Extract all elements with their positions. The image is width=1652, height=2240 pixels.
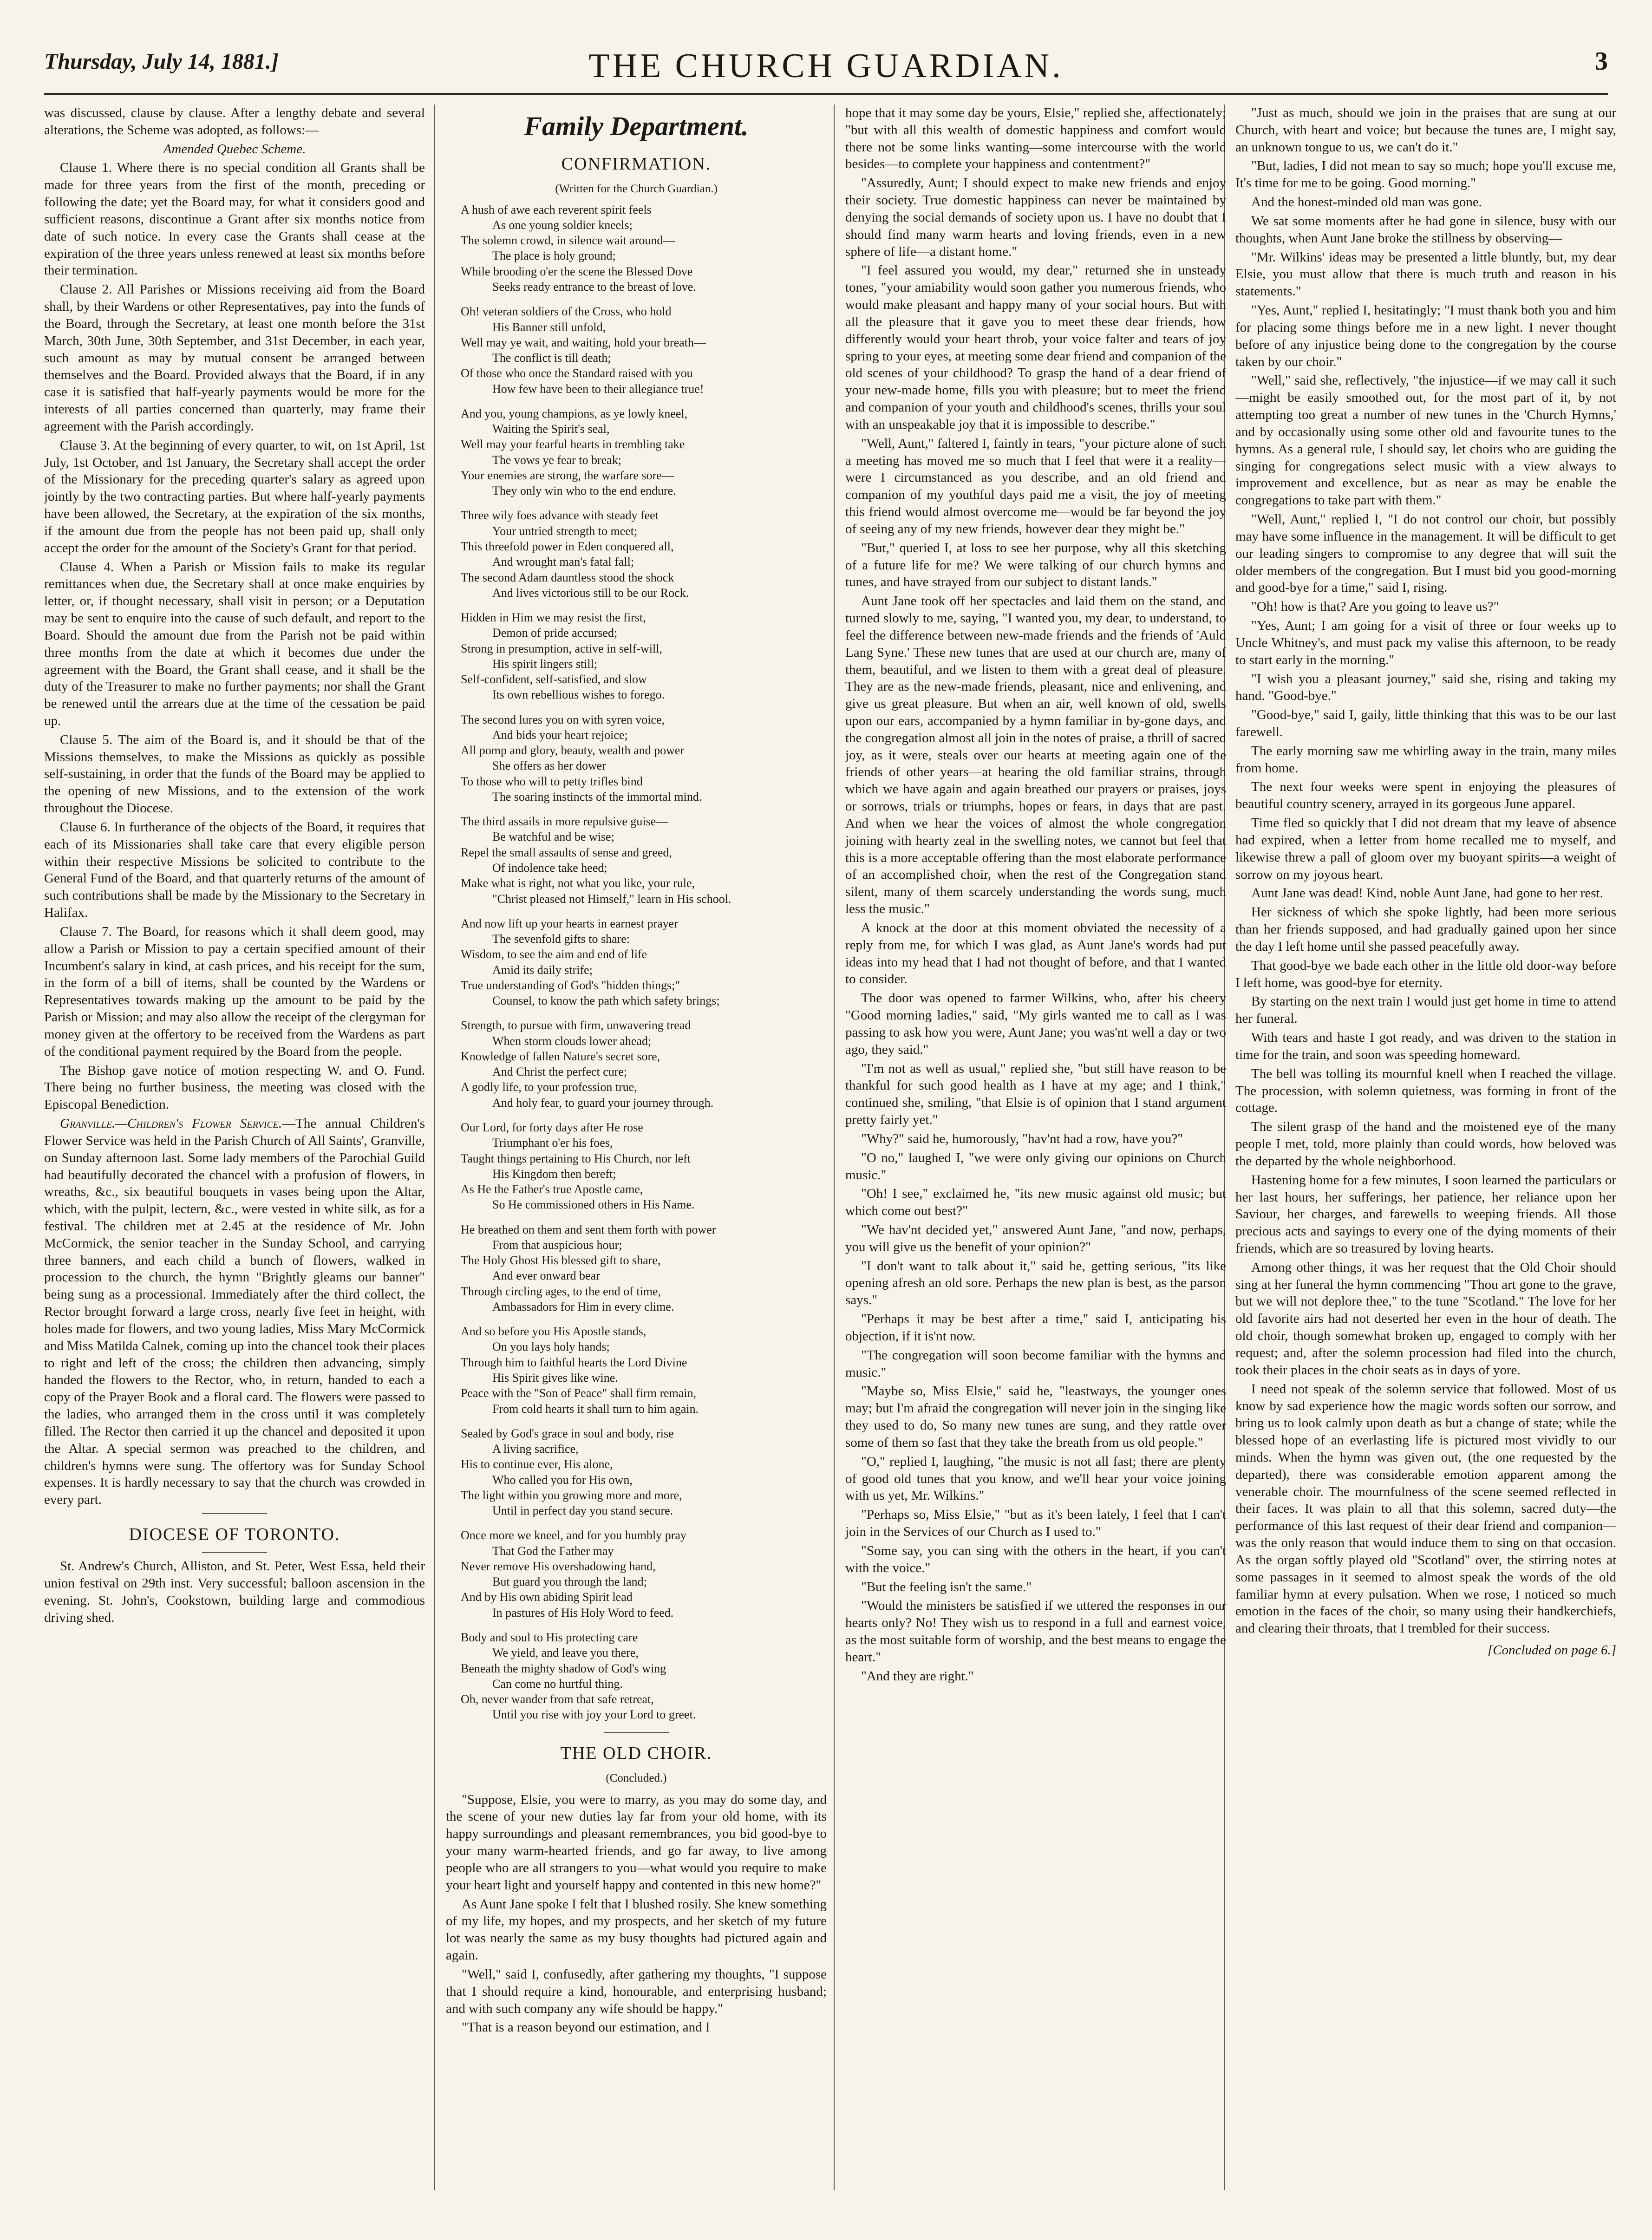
paragraph: With tears and haste I got ready, and was driven to the station in time for the train, and soon was speeding homeward. (1235, 1030, 1616, 1062)
section-rule (604, 1732, 669, 1733)
paragraph: "That is a reason beyond our estimation, and I (462, 2020, 710, 2035)
poem-line: And bids your heart rejoice; (492, 728, 628, 742)
poem-line: As one young soldier kneels; (492, 218, 633, 232)
poem-line: Self-confident, self-satisfied, and slow (461, 673, 647, 686)
poem-stanza (446, 712, 827, 805)
paragraph: The Bishop gave notice of motion respecting W. and O. Fund. There being no further business, the meeting was closed with the Episcopal Benediction. (44, 1063, 425, 1112)
poem-line: Through circling ages, to the end of time, (461, 1284, 661, 1298)
poem-line: Make what is right, not what you like, your rule, (461, 876, 695, 890)
poem-line: Triumphant o'er his foes, (492, 1136, 613, 1150)
paragraph: "I'm not as well as usual," replied she, "but still have reason to be thankful for such good health as I have at my age; and I think," continued she, smiling, "that Elsie is of opinion that I stand argument pretty fairly yet." (845, 1061, 1226, 1128)
paragraph: "Yes, Aunt; I am going for a visit of three or four weeks up to Uncle Whitney's, and must pack my valise this afternoon, to be ready to start early in the morning." (1235, 618, 1616, 667)
paragraph: The bell was tolling its mournful knell when I reached the village. The procession, with solemn quietness, was forming in front of the cottage. (1235, 1066, 1616, 1116)
poem-line: So He commissioned others in His Name. (492, 1198, 695, 1212)
poem-stanza (446, 406, 827, 499)
paragraph: Aunt Jane took off her spectacles and laid them on the stand, and turned slowly to me, saying, "I wanted you, my dear, to understand, to feel the difference between new-made friends and the friends of 'Auld Lang Syne.' These new tunes that are used at our church are, many of them, beautiful, and we listen to them with a great deal of pleasure. They are as the new-made friends, pleasant, nice and enlivening, and give us great pleasure. But when an air, well known of old, swells upon our ears, accompanied by a hymn familiar in by-gone days, and the congregation almost all join in the notes of praise, a thrill of sacred joy, as it were, steals over our hearts at meeting again one of the friends of other years—at hearing the old familiar strains, through which we have again and again breathed our prayers or praises, joys or sorrows, trials or triumphs, hopes or fears, in days that are past. And when we hear the voices of almost the whole congregation joining with hearty zeal in the swelling notes, we cannot but feel that this is a more acceptable offering than the most elaborate performance of an accomplished choir, when the rest of the Congregation stand silent, many of them scarcely understanding the words sung, much less the music." (845, 594, 1226, 917)
paragraph: "But the feeling isn't the same." (861, 1579, 1032, 1594)
paragraph: "Well," said I, confusedly, after gathering my thoughts, "I suppose that I should require a kind, honourable, and enterprising husband; and with such company any wife should be happy." (446, 1966, 827, 2016)
poem-line: The solemn crowd, in silence wait around— (461, 234, 675, 248)
poem-line: Repel the small assaults of sense and greed, (461, 845, 672, 859)
story-subtitle: (Concluded.) (606, 1771, 667, 1784)
poem-line: Our Lord, for forty days after He rose (461, 1121, 643, 1134)
poem-line: And lives victorious still to be our Rock. (492, 586, 689, 600)
poem-line: Through him to faithful hearts the Lord Divine (461, 1355, 687, 1369)
poem-stanza (446, 304, 827, 397)
poem-line: The vows ye fear to break; (492, 453, 621, 467)
paragraph: "Maybe so, Miss Elsie," said he, "leastways, the younger ones may; but I'm afraid the congregation will never join in the singing like they used to do, So many new tunes are sung, and they rattle over some of them so fast that they take the breath from us old people." (845, 1384, 1226, 1450)
poem-line: Counsel, to know the path which safety brings; (492, 994, 720, 1008)
poem-stanza (446, 202, 827, 295)
paragraph: "O no," laughed I, "we were only giving our opinions on Church music." (845, 1150, 1226, 1182)
paragraph: The silent grasp of the hand and the moistened eye of the many people I met, told, more plainly than could words, how beloved was the departed by the whole neighborhood. (1235, 1119, 1616, 1169)
poem-line: His spirit lingers still; (492, 657, 598, 671)
paragraph: Hastening home for a few minutes, I soon learned the particulars or her last hours, her sufferings, her patience, her reliance upon her Saviour, her charges, and farewells to weeping friends. All those precious acts and sayings to every one of the dying moments of their friends, which are so treasured by loving hearts. (1235, 1172, 1616, 1256)
paragraph: "Suppose, Elsie, you were to marry, as you may do some day, and the scene of your new duties lay far from your old home, with its happy surroundings and pleasant remembrances, you bid good-bye to your many warm-hearted friends, and go far away, to live among people who are all strangers to you—what would you require to make your heart light and yourself happy and contented in this new home?" (446, 1792, 827, 1893)
poem-subtitle: (Written for the Church Guardian.) (555, 182, 718, 195)
paragraph: "I don't want to talk about it," said he, getting serious, "its like opening afresh an old sore. Perhaps the new plan is best, as the parson says." (845, 1258, 1226, 1308)
paragraph: "The congregation will soon become familiar with the hymns and music." (845, 1347, 1226, 1380)
poem-line: A godly life, to your profession true, (461, 1080, 637, 1094)
poem-line: Your untried strength to meet; (492, 524, 638, 538)
poem-line: The place is holy ground; (492, 249, 616, 263)
poem-title: CONFIRMATION. (561, 154, 712, 174)
paragraph: By starting on the next train I would just get home in time to attend her funeral. (1235, 994, 1616, 1026)
poem-line: While brooding o'er the scene the Blessed Dove (461, 264, 693, 278)
poem-line: As He the Father's true Apostle came, (461, 1182, 643, 1196)
paragraph: The next four weeks were spent in enjoying the pleasures of beautiful country scenery, arrayed in its gorgeous June apparel. (1235, 779, 1616, 812)
poem-line: Three wily foes advance with steady feet (461, 509, 659, 522)
poem-stanza (446, 1630, 827, 1723)
poem-line: The second Adam dauntless stood the shock (461, 570, 674, 584)
paragraph: "Just as much, should we join in the praises that are sung at our Church, with heart and voice; but because the tunes are, I might say, an unknown tongue to us, we can't do it." (1235, 105, 1616, 155)
granville-paragraph (44, 1115, 425, 1509)
poem-line: They only win who to the end endure. (492, 484, 676, 498)
story-text (845, 104, 1226, 1685)
paragraph: "Well, Aunt," replied I, "I do not control our choir, but possibly may have some influence in the management. It will be difficult to get our leading singers to compromise to any degree that will suit the older members of the congregation. But I must bid you good-morning and good-bye for a time," said I, rising. (1235, 512, 1616, 595)
poem-line: Well may ye wait, and waiting, hold your breath— (461, 335, 706, 349)
paragraph: Clause 3. At the beginning of every quarter, to wit, on 1st April, 1st July, 1st October, and 1st January, the Secretary shall accept the order of the Missionary for the preceding quarter's salary as agreed upon jointly by the two contracting parties. But where half-yearly payments have been allowed, the Secretary, at the expiration of the six months, if the amount due from the people has not been paid up, shall only accept the order for the amount of the Society's Grant for that period. (44, 438, 425, 555)
poem-line: Your enemies are strong, the warfare sore— (461, 468, 674, 482)
department-heading: Family Department. (524, 111, 749, 141)
paragraph: The early morning saw me whirling away in the train, many miles from home. (1235, 743, 1616, 776)
clause-list (44, 159, 425, 1113)
poem-line: And now lift up your hearts in earnest prayer (461, 916, 678, 930)
paragraph: hope that it may some day be yours, Elsie," replied she, affectionately; "but with all this wealth of domestic happiness and comfort would there not be some links wanting—some intercourse with the world besides—to complete your happiness and contentment?" (845, 105, 1226, 172)
poem-line: "Christ pleased not Himself," learn in His school. (492, 892, 731, 906)
paragraph: "Mr. Wilkins' ideas may be presented a little bluntly, but, my dear Elsie, you must allow that there is much truth and reason in his statements." (1235, 249, 1616, 299)
poem-line: The sevenfold gifts to share: (492, 932, 630, 946)
poem-line: Of those who once the Standard raised with you (461, 366, 693, 380)
paragraph: "O," replied I, laughing, "the music is not all fast; there are plenty of good old tunes that you know, and we'll hear your voice joining with us yet, Mr. Wilkins." (845, 1454, 1226, 1503)
issue-date: Thursday, July 14, 1881.] (44, 49, 279, 74)
poem-line: In pastures of His Holy Word to feed. (492, 1606, 674, 1620)
paragraph: Clause 7. The Board, for reasons which it shall deem good, may allow a Parish or Mission to pay a certain specified amount of their Incumbent's salary in kind, at cash prices, and his receipt for the sum, in the form of a bill of items, shall be counted by the Wardens or Representatives towards making up the amount to be paid by the Parish or Mission; and may also allow the receipt of the clergyman for money given at the offertory to be received from the Wardens as part of the conditional payment required by the Board from the people. (44, 924, 425, 1059)
poem-line: This threefold power in Eden conquered all, (461, 539, 674, 553)
poem-line: A living sacrifice, (492, 1442, 579, 1456)
column-3 (845, 104, 1226, 2213)
poem-line: Can come no hurtful thing. (492, 1677, 623, 1691)
poem-line: Of indolence take heed; (492, 861, 607, 875)
column-1 (44, 104, 425, 2213)
poem-line: And holy fear, to guard your journey through. (492, 1096, 714, 1110)
paragraph: "We hav'nt decided yet," answered Aunt Jane, "and now, perhaps, you will give us the benefit of your opinion?" (845, 1222, 1226, 1254)
poem-stanza (446, 814, 827, 907)
poem-stanza (446, 1426, 827, 1519)
poem-line: The second lures you on with syren voice, (461, 712, 665, 726)
poem-line: Ambassadors for Him in every clime. (492, 1300, 674, 1313)
paragraph: Aunt Jane was dead! Kind, noble Aunt Jane, had gone to her rest. (1251, 886, 1603, 901)
poem-line: Well may your fearful hearts in trembling take (461, 438, 685, 451)
header-rule (44, 93, 1608, 95)
column-2 (446, 104, 827, 2213)
poem-line: We yield, and leave you there, (492, 1646, 639, 1660)
page-header (0, 0, 1652, 107)
paragraph: "But, ladies, I did not mean to say so much; hope you'll excuse me, It's time for me to be going. Good morning." (1235, 158, 1616, 191)
paragraph: And the honest-minded old man was gone. (1251, 195, 1482, 210)
masthead-title: THE CHURCH GUARDIAN. (588, 47, 1064, 85)
poem-line: The soaring instincts of the immortal mind. (492, 790, 702, 803)
poem-line: The third assails in more repulsive guise— (461, 815, 668, 829)
poem-stanza (446, 610, 827, 703)
poem-stanza (446, 1222, 827, 1315)
poem-line: He breathed on them and sent them forth with power (461, 1222, 716, 1236)
paragraph: "Oh! I see," exclaimed he, "its new music against old music; but which come out best?" (845, 1186, 1226, 1219)
section-rule (202, 1552, 267, 1553)
section-rule (202, 1513, 267, 1514)
column-4 (1235, 104, 1616, 2213)
poem-line: And wrought man's fatal fall; (492, 555, 634, 569)
poem-line: Waiting the Spirit's seal, (492, 422, 610, 436)
paragraph: We sat some moments after he had gone in silence, busy with our thoughts, when Aunt Jane broke the stillness by observing— (1235, 213, 1616, 246)
poem-line: From that auspicious hour; (492, 1238, 622, 1252)
poem-line: The light within you growing more and more, (461, 1488, 682, 1502)
poem-line: His Banner still unfold, (492, 320, 606, 334)
poem-line: Wisdom, to see the aim and end of life (461, 947, 647, 961)
poem-line: Who called you for His own, (492, 1473, 633, 1487)
paragraph: "Oh! how is that? Are you going to leave us?" (1251, 599, 1499, 614)
paragraph: "Good-bye," said I, gaily, little thinking that this was to be our last farewell. (1235, 707, 1616, 739)
toronto-paragraph: St. Andrew's Church, Alliston, and St. Peter, West Essa, held their union festival on 29th inst. Very successful; balloon ascension in the evening. St. John's, Cookstown, building large and commodious driving shed. (44, 1559, 425, 1625)
poem-line: Taught things pertaining to His Church, nor left (461, 1151, 691, 1165)
poem-line: Body and soul to His protecting care (461, 1630, 638, 1644)
poem-line: Never remove His overshadowing hand, (461, 1559, 656, 1573)
poem-line: And so before you His Apostle stands, (461, 1325, 646, 1339)
story-title: THE OLD CHOIR. (560, 1743, 712, 1763)
paragraph: "Perhaps it may be best after a time," said I, anticipating his objection, if it is'nt now. (845, 1312, 1226, 1344)
poem-line: Once more we kneel, and for you humbly pray (461, 1528, 686, 1542)
paragraph: "Why?" said he, humorously, "hav'nt had a row, have you?" (861, 1131, 1183, 1146)
poem-line: Its own rebellious wishes to forego. (492, 688, 665, 702)
paragraph: Her sickness of which she spoke lightly, had been more serious than her friends supposed, and had gradually gained upon her since the day I left home until she passed peacefully away. (1235, 905, 1616, 954)
poem-stanza (446, 916, 827, 1009)
poem-stanza (446, 1018, 827, 1110)
paragraph: Among other things, it was her request that the Old Choir should sing at her funeral the hymn commencing "Thou art gone to the grave, but we will not deplore thee," to the tune "Scotland." The love for her old favorite airs had not deserted her even in the hour of death. The old choir, though somewhat broken up, engaged to comply with her request; and, after the solemn procession had filed into the church, took their places in the choir seats as in days of yore. (1235, 1260, 1616, 1378)
paragraph: Clause 1. Where there is no special condition all Grants shall be made for three years from the first of the month, preceding or following the date; yet the Board may, for what it considers good and sufficient reasons, discontinue a Grant after six months notice from date of such notice. In every case the Grants shall cease at the expiration of the three years unless renewed at least six months before their termination. (44, 160, 425, 278)
page-number: 3 (1595, 47, 1608, 76)
paragraph: "Well, Aunt," faltered I, faintly in tears, "your picture alone of such a meeting has moved me so much that I feel that were it a reality—were I circumstanced as you describe, and an old friend and companion of my youthful days paid me a visit, the joy of meeting this friend would almost overcome me—would be far beyond the joy of seeing any of my new friends, however dear they might be." (845, 436, 1226, 536)
paragraph: "Would the ministers be satisfied if we uttered the responses in our hearts only? No! They wish us to respond in a full and earnest voice, as the most suitable form of worship, and the best means to engage the heart." (845, 1598, 1226, 1665)
poem-stanza (446, 1324, 827, 1417)
poem-line: Knowledge of fallen Nature's secret sore, (461, 1049, 660, 1063)
story-text (1235, 104, 1616, 1637)
granville-lead: Granville.—Children's Flower Service. (60, 1116, 282, 1131)
poem-line: Sealed by God's grace in soul and body, rise (461, 1426, 674, 1440)
paragraph: "Well," said she, reflectively, "the injustice—if we may call it such—might be easily smoothed out, for the most part of it, by not attempting too great a number of new tunes in the 'Church Hymns,' and by occasionally using some other old and favourite tunes to the hymns. As a general rule, I should say, let choirs who are guiding the singing for congregations select music with a view always to improvement and excellence, but as near as may be enable the congregations to take part with them." (1235, 373, 1616, 508)
poem-line: The Holy Ghost His blessed gift to share, (461, 1254, 661, 1267)
paragraph: "I feel assured you would, my dear," returned she in unsteady tones, "your amiability would soon gather you numerous friends, who would make pleasant and happy many of your social hours. But with all the pleasure that it gave you to meet these dear friends, how differently would your heart throb, your voice falter and tears of joy spring to your eyes, at meeting some dear friend and companion of the old scenes of your childhood? To grasp the hand of a dear friend of your new-made home, fills you with pleasure; but to meet the friend and companion of your youth and childhood's scenes, thrills your soul with an unspeakable joy that it is impossible to describe." (845, 263, 1226, 432)
paragraph: "Assuredly, Aunt; I should expect to make new friends and enjoy their society. True domestic happiness can never be maintained by denying the social demands of society upon us. I have no doubt that I should find many warm hearts and loving friends, even in a new sphere of life—a distant home." (845, 176, 1226, 259)
paragraph: That good-bye we bade each other in the little old door-way before I left home, was good-bye for eternity. (1235, 958, 1616, 990)
paragraph: "But," queried I, at loss to see her purpose, why all this sketching of a future life for me? We were talking of our church hymns and tunes, and have strayed from our subject to distant lands." (845, 540, 1226, 590)
paragraph: Clause 5. The aim of the Board is, and it should be that of the Missions themselves, to make the Missions as quickly as possible self-sustaining, in order that the funds of the Board may be applied to the opening of new Missions, and to the extension of the work throughout the Diocese. (44, 732, 425, 816)
poem-line: And Christ the perfect cure; (492, 1065, 627, 1079)
poem-line: That God the Father may (492, 1544, 614, 1558)
paragraph: Clause 6. In furtherance of the objects of the Board, it requires that each of its Missionaries shall take care that every eligible person within their respective Missions be solicited to contribute to the General Fund of the Board, and that quarterly returns of the amount of such contributions shall be made by the Missionary to the Secretary in Halifax. (44, 819, 425, 921)
poem-line: Be watchful and be wise; (492, 830, 614, 844)
poem-line: Hidden in Him we may resist the first, (461, 611, 646, 625)
poem-line: Strength, to pursue with firm, unwavering tread (461, 1019, 691, 1032)
paragraph: A knock at the door at this moment obviated the necessity of a reply from me, for which I was glad, as Aunt Jane's words had put ideas into my head that I had not thought of before, and that I wanted to consider. (845, 920, 1226, 987)
paragraph: Clause 4. When a Parish or Mission fails to make its regular remittances when due, the Secretary shall at once make enquiries by letter, or, if thought necessary, shall visit in person; or a Deputation may be sent to enquire into the cause of such default, and report to the Board. Should the amount due from the Parish not be paid within three months from the date at which it becomes due under the agreement with the Board, the Grant shall cease, and it shall be the duty of the Treasurer to make no further payments; nor shall the Grant be renewed until the arrears due at the time of the cessation be paid up. (44, 559, 425, 728)
poem-line: His Spirit gives like wine. (492, 1371, 618, 1384)
paragraph: "Some say, you can sing with the others in the heart, if you can't with the voice." (845, 1543, 1226, 1575)
poem-stanza (446, 1120, 827, 1213)
poem-line: Until you rise with joy your Lord to greet. (492, 1708, 696, 1722)
poem-line: She offers as her dower (492, 759, 606, 773)
paragraph: "And they are right." (861, 1668, 974, 1684)
poem-line: All pomp and glory, beauty, wealth and power (461, 744, 685, 758)
poem-line: His Kingdom then bereft; (492, 1167, 616, 1181)
story-text (446, 1791, 827, 2037)
poem-line: When storm clouds lower ahead; (492, 1034, 652, 1048)
section-heading: DIOCESE OF TORONTO. (129, 1525, 340, 1545)
paragraph: "I wish you a pleasant journey," said she, rising and taking my hand. "Good-bye." (1235, 671, 1616, 704)
poem-line: How few have been to their allegiance true! (492, 382, 704, 396)
poem-line: On you lays holy hands; (492, 1340, 610, 1354)
poem-stanza (446, 508, 827, 601)
poem-line: To those who will to petty trifles bind (461, 774, 643, 788)
poem-line: True understanding of God's "hidden things;" (461, 978, 680, 992)
continued-note: [Concluded on page 6.] (1487, 1643, 1616, 1658)
poem-line: Amid its daily strife; (492, 963, 593, 977)
poem-line: From cold hearts it shall turn to him again. (492, 1402, 699, 1416)
granville-body: —The annual Children's Flower Service was held in the Parish Church of All Saints', Granville, on Sunday afternoon last. Some lady members of the Parochial Guild had beautifully decorated the chancel with a profusion of flowers, in wreaths, &c., six beautiful bouquets in vases being upon the Altar, which, with the pulpit, lectern, &c., were vested in white silk, as for a festival. The children met at 2.45 at the residence of Mr. John McCormick, the senior teacher in the Sunday School, and carrying three banners, and each child a bunch of flowers, walked in procession to the church, the hymn "Brightly gleams our banner" being sung as a processional. Immediately after the third collect, the Rector brought forward a large cross, nearly five feet in height, with holes made for flowers, and two young ladies, Miss Mary McCormick and Miss Matilda Calnek, coming up into the chancel took their places to right and left of the cross; the children then advancing, simply handed the flowers to the Rector, who, in return, handed to each a copy of the Prayer Book and a floral card. The flowers were passed to the ladies, who arranged them in the cross until it was completely filled. The Rector then carried it up the chancel and deposited it upon the Altar. A special sermon was preached to the children, and children's hymns were sung. The offertory was for Sunday School expenses. It is hardly necessary to say that the church was crowded in every part. (44, 1116, 425, 1508)
poem-stanza (446, 1528, 827, 1620)
poem-line: And ever onward bear (492, 1269, 600, 1283)
poem-line: Peace with the "Son of Peace" shall firm remain, (461, 1386, 697, 1400)
poem-line: His to continue ever, His alone, (461, 1457, 613, 1471)
paragraph: The door was opened to farmer Wilkins, who, after his cheery "Good morning ladies," said, "My girls wanted me to call as I was passing to ask how you were, Aunt Jane; you was'nt well a day or two ago, they said." (845, 991, 1226, 1057)
paragraph: I need not speak of the solemn service that followed. Most of us know by sad experience how the magic words soften our sorrow, and bring us to look calmly upon death as but a change of state; while the blessed hope of an everlasting life is pictured most vividly to our minds. When the hymn was given out, (the one requested by the departed), there was considerable emotion apparent among the venerable choir. The mournfulness of the scene seemed reflected in their faces. It was plain to all that this solemn, sacred duty—the performance of this last request of their dear friend and companion—was the only reason that would induce them to sing on that occasion. As the organ softly played old "Scotland" over, the stirring notes at some passages in it seemed to almost speak the words of the old familiar hymn at every pulsation. When we rose, I noticed so much emotion in the faces of the choir, so many using their handkerchiefs, and clearing their throats, that I trembled for their success. (1235, 1381, 1616, 1636)
poem-line: Until in perfect day you stand secure. (492, 1504, 673, 1518)
scheme-title: Amended Quebec Scheme. (163, 141, 306, 157)
poem-line: Strong in presumption, active in self-will, (461, 641, 662, 655)
paragraph: "Perhaps so, Miss Elsie," "but as it's been lately, I feel that I can't join in the Services of our Church as I used to." (845, 1507, 1226, 1540)
paragraph: was discussed, clause by clause. After a lengthy debate and several alterations, the Scheme was adopted, as follows:— (44, 105, 425, 137)
paragraph: "Yes, Aunt," replied I, hesitatingly; "I must thank both you and him for placing some things before me in a new light. I never thought before of any injustice being done to the congregation by the course taken by our choir." (1235, 303, 1616, 369)
paragraph: As Aunt Jane spoke I felt that I blushed rosily. She knew something of my life, my hopes, and my prospects, and her sketch of my future lot was nearly the same as my busy thoughts had pictured again and again. (446, 1896, 827, 1963)
poem-line: Beneath the mighty shadow of God's wing (461, 1661, 666, 1675)
poem-line: But guard you through the land; (492, 1575, 647, 1589)
paragraph: Clause 2. All Parishes or Missions receiving aid from the Board shall, by their Wardens or other Representatives, pay into the funds of the Board, through the Secretary, at least one month before the 31st March, 30th June, 30th September, and 31st December, in each year, such amount as may by mutual consent be arranged between themselves and the Board. Provided always that the Board, if in any case it is satisfied that half-yearly payments would be more for the interests of all parties concerned than quarterly, may frame their agreement with the Parish accordingly. (44, 282, 425, 434)
poem-line: A hush of awe each reverent spirit feels (461, 202, 652, 216)
column-rule (834, 104, 835, 2190)
poem-line: The conflict is till death; (492, 351, 611, 365)
column-rule (434, 104, 435, 2190)
poem-line: And you, young champions, as ye lowly kneel, (461, 406, 688, 420)
poem (446, 202, 827, 1723)
poem-line: Oh! veteran soldiers of the Cross, who hold (461, 305, 672, 319)
poem-line: Seeks ready entrance to the breast of love. (492, 280, 696, 294)
poem-line: And by His own abiding Spirit lead (461, 1590, 633, 1604)
poem-line: Demon of pride accursed; (492, 626, 618, 640)
paragraph: Time fled so quickly that I did not dream that my leave of absence had expired, when a letter from home recalled me to myself, and likewise threw a pall of gloom over my buoyant spirits—a weight of sorrow on my joyous heart. (1235, 816, 1616, 882)
poem-line: Oh, never wander from that safe retreat, (461, 1692, 654, 1706)
